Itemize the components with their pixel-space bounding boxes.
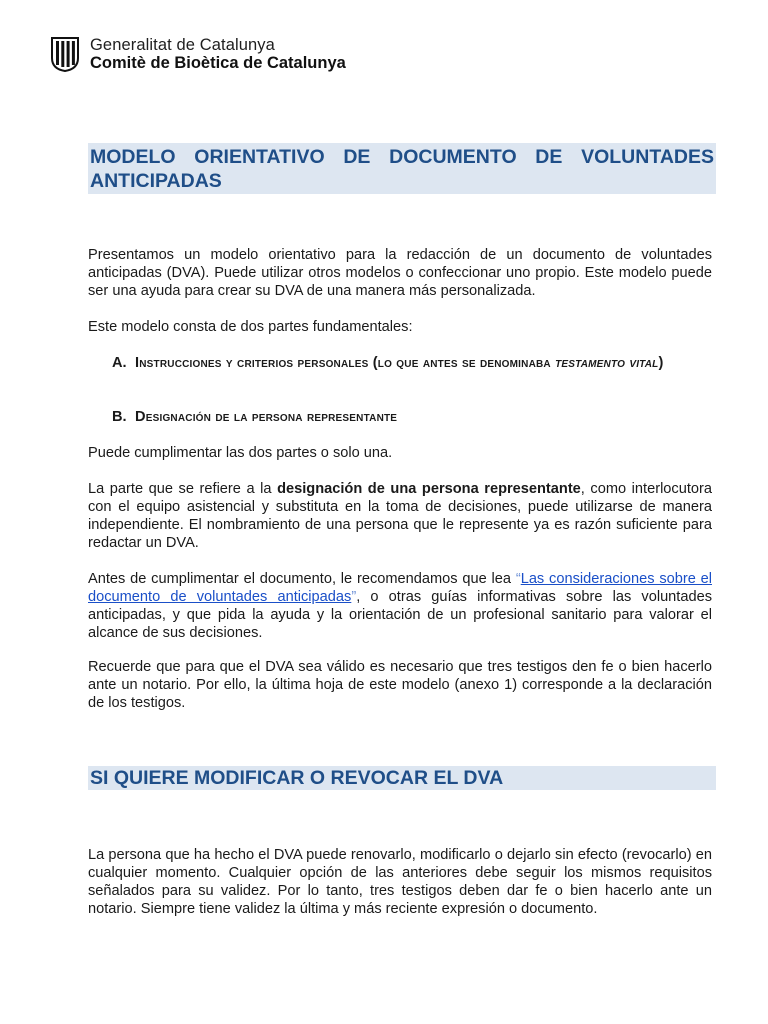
generalitat-logo-icon (51, 36, 79, 72)
paragraph-designation: La parte que se refiere a la designación de una persona representante, como interlocutora con el equipo asistencial y substituta en la toma de decisiones, puede utilizarse de manera independiente. El nombramiento de una persona que le represente ya es razón suficiente para redactar un DVA. (88, 481, 712, 551)
section-title-model: MODELO ORIENTATIVO DE DOCUMENTO DE VOLUNTADES ANTICIPADAS (88, 143, 716, 194)
list-text: Instrucciones y criterios personales (lo que antes se denominaba testamento vital) (135, 355, 664, 371)
designation-emphasis: designación de una persona representante (277, 481, 581, 497)
page-header (51, 34, 346, 74)
paragraph-recommendation: Antes de cumplimentar el documento, le recomendamos que lea “Las consideraciones sobre el documento de voluntades anticipadas”, o otras guías informativas sobre las voluntades anticipadas, y que pida la ayuda y la orientación de un profesional sanitario para valorar el alcance de sus decisiones. (88, 571, 712, 641)
committee-name: Comitè de Bioètica de Catalunya (90, 54, 346, 72)
paragraph-revoke: La persona que ha hecho el DVA puede renovarlo, modificarlo o dejarlo sin efecto (revocarlo) en cualquier momento. Cualquier opción de las anteriores debe seguir los mismos requisitos señalados para su validez. Por lo tanto, tres testigos deben dar fe o bien hacerlo ante un notario. Siempre tiene validez la última y más reciente expresión o documento. (88, 847, 712, 917)
paragraph-intro: Presentamos un modelo orientativo para la redacción de un documento de voluntades anticipadas (DVA). Puede utilizar otros modelos o confeccionar uno propio. Este modelo puede ser una ayuda para crear su DVA de una manera más personalizada. (88, 247, 712, 299)
paragraph-either: Puede cumplimentar las dos partes o solo una. (88, 445, 393, 461)
considerations-link[interactable]: Las consideraciones sobre el documento de voluntades anticipadas (88, 571, 712, 605)
section-title-revoke: SI QUIERE MODIFICAR O REVOCAR EL DVA (88, 766, 716, 790)
list-letter: A. (112, 355, 127, 371)
paragraph-parts-intro: Este modelo consta de dos partes fundamentales: (88, 319, 413, 335)
paragraph-witnesses: Recuerde que para que el DVA sea válido es necesario que tres testigos den fe o bien hacerlo ante un notario. Por ello, la última hoja de este modelo (anexo 1) corresponde a la declaración de los testigos. (88, 659, 712, 711)
org-name: Generalitat de Catalunya (90, 36, 275, 54)
list-text: Designación de la persona representante (135, 409, 398, 425)
list-letter: B. (112, 409, 127, 425)
